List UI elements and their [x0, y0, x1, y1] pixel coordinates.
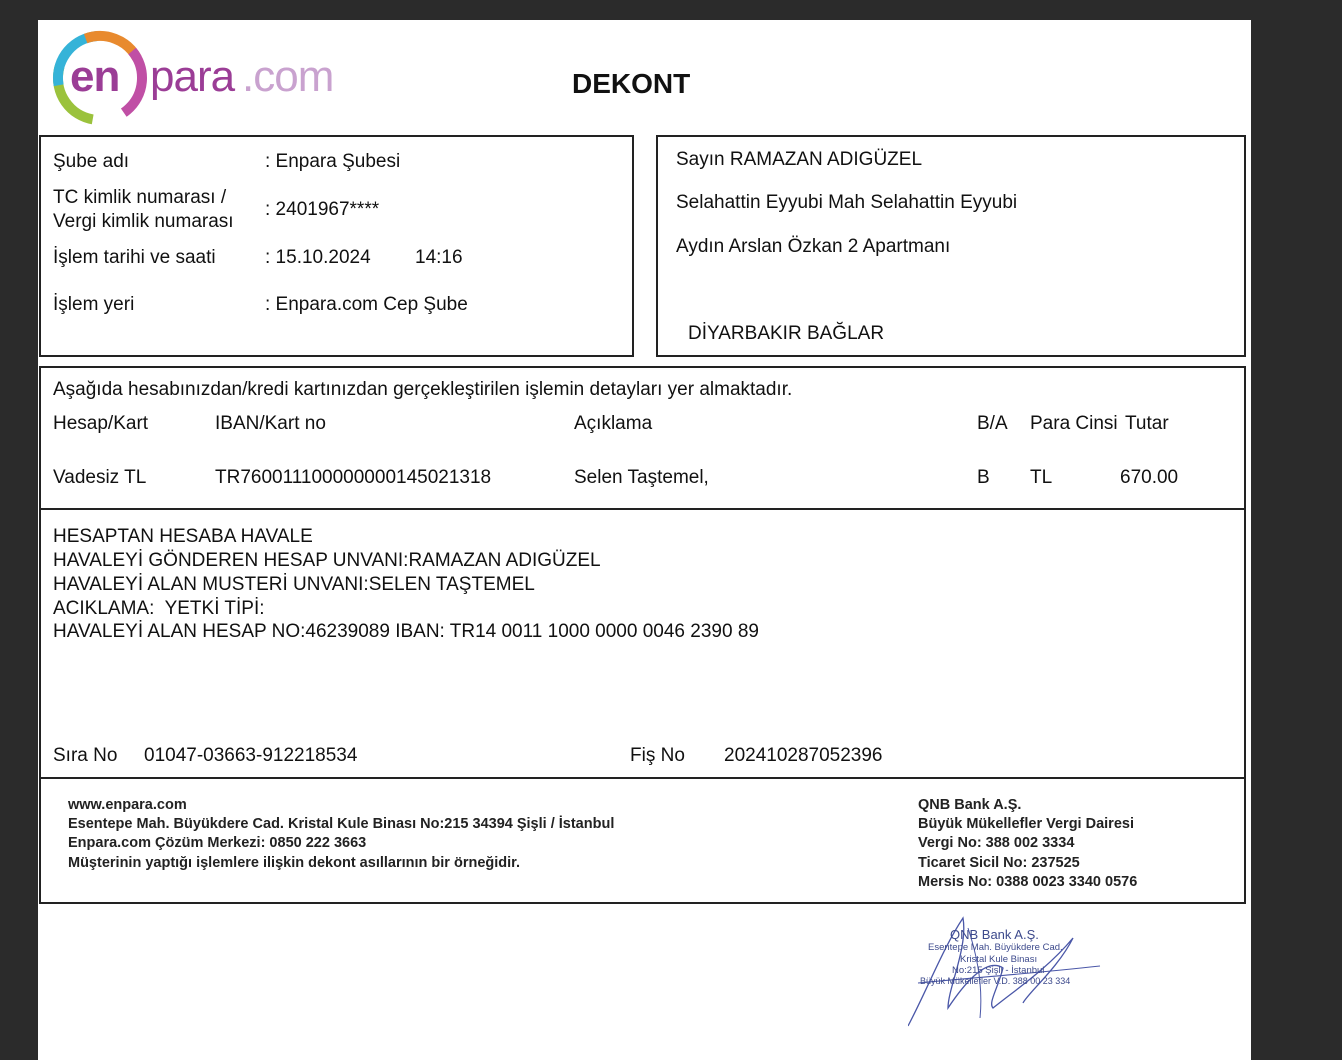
column-currency: Para Cinsi — [1030, 413, 1118, 434]
column-description: Açıklama — [574, 413, 653, 434]
stamp-line: QNB Bank A.Ş. — [950, 927, 1039, 942]
branch-value: : Enpara Şubesi — [265, 151, 401, 172]
column-amount: Tutar — [1125, 413, 1169, 434]
row-amount: 670.00 — [1120, 467, 1179, 488]
divider — [39, 508, 1246, 510]
logo-com: .com — [242, 52, 334, 101]
location-label: İşlem yeri — [53, 294, 135, 315]
row-iban: TR760011100000000145021318 — [215, 467, 492, 488]
footer-website: www.enpara.com — [68, 797, 187, 813]
footer-bank-name: QNB Bank A.Ş. — [918, 797, 1022, 813]
time-value: 14:16 — [415, 247, 463, 268]
row-currency: TL — [1030, 467, 1053, 488]
row-ba: B — [977, 467, 990, 488]
column-iban: IBAN/Kart no — [215, 413, 326, 434]
stamp-line: Esentepe Mah. Büyükdere Cad. — [928, 942, 1063, 953]
sira-label: Sıra No — [53, 745, 118, 766]
detail-line: HAVALEYİ ALAN HESAP NO:46239089 IBAN: TR14 0011 1000 0000 0046 2390 89 — [53, 621, 759, 642]
enpara-logo — [52, 30, 352, 126]
stamp-line: Büyük Mükellefler V.D. 388 00 23 334 — [920, 976, 1071, 986]
detail-line: HAVALEYİ ALAN MUSTERİ UNVANI:SELEN TAŞTEMEL — [53, 574, 535, 595]
address-city: DİYARBAKIR BAĞLAR — [688, 323, 885, 344]
footer-tax-office: Büyük Mükellefler Vergi Dairesi — [918, 816, 1134, 832]
page-title: DEKONT — [572, 68, 691, 99]
tc-value: : 2401967**** — [265, 199, 380, 220]
footer-phone: Enpara.com Çözüm Merkezi: 0850 222 3663 — [68, 835, 367, 851]
address-line-1: Selahattin Eyyubi Mah Selahattin Eyyubi — [676, 192, 1018, 213]
detail-line: HAVALEYİ GÖNDEREN HESAP UNVANI:RAMAZAN ADIGÜZEL — [53, 550, 601, 571]
footer-note: Müşterinin yaptığı işlemlere ilişkin dekont asıllarının bir örneğidir. — [68, 855, 521, 871]
logo-para: para — [150, 52, 235, 101]
row-account: Vadesiz TL — [53, 467, 147, 488]
footer-mersis: Mersis No: 0388 0023 3340 0576 — [918, 874, 1138, 890]
bank-stamp — [908, 908, 1108, 1033]
logo-en: en — [70, 52, 120, 101]
column-ba: B/A — [977, 413, 1008, 434]
tc-label: TC kimlik numarası / — [53, 187, 227, 208]
fis-label: Fiş No — [630, 745, 685, 766]
branch-label: Şube adı — [53, 151, 130, 172]
footer-trade-reg: Ticaret Sicil No: 237525 — [918, 855, 1080, 871]
location-value: : Enpara.com Cep Şube — [265, 294, 468, 315]
row-description: Selen Taştemel, — [574, 467, 709, 488]
receipt-page — [38, 20, 1251, 1060]
divider — [39, 777, 1246, 779]
customer-name: Sayın RAMAZAN ADIGÜZEL — [676, 149, 923, 170]
stamp-line: Kristal Kule Binası — [960, 954, 1038, 965]
detail-line: HESAPTAN HESABA HAVALE — [53, 526, 313, 547]
date-value: : 15.10.2024 — [265, 247, 371, 268]
footer-address: Esentepe Mah. Büyükdere Cad. Kristal Kule Binası No:215 34394 Şişli / İstanbul — [68, 816, 615, 832]
tax-label: Vergi kimlik numarası — [53, 211, 234, 232]
column-account: Hesap/Kart — [53, 413, 149, 434]
sira-value: 01047-03663-912218534 — [144, 745, 358, 766]
stamp-line: No:215 Şişli - İstanbul — [952, 965, 1045, 976]
fis-value: 202410287052396 — [724, 745, 883, 766]
transaction-intro: Aşağıda hesabınızdan/kredi kartınızdan gerçekleştirilen işlemin detayları yer almaktadır. — [53, 379, 793, 400]
detail-line: ACIKLAMA: YETKİ TİPİ: — [53, 598, 265, 619]
address-line-2: Aydın Arslan Özkan 2 Apartmanı — [676, 236, 951, 257]
date-label: İşlem tarihi ve saati — [53, 247, 216, 268]
footer-tax-no: Vergi No: 388 002 3334 — [918, 835, 1075, 851]
